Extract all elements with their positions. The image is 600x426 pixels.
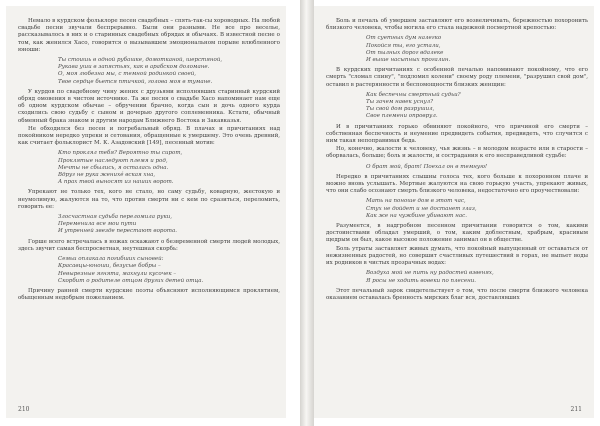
paragraph: У курдов по свадебному чину жених с друзьями исполнявших старинный курдский обряд омовения в чистом источнике. Та же песня о свадьбе Хасо напоминает нам еще об одном курдском обычае – обручении брачно, когда сын и дочь одного курда сходились свою судьбу с сыном и дочерью другого соплеменника. Кстати, обычный обменный брака знаком и другим народам Ближнего Востока и Закавказья. — [18, 88, 280, 124]
verse-line: А прах твой выносят из наших ворот. — [58, 179, 174, 186]
paragraph: В курдских причитаниях с особенной печалью напоминают покойному, что его смерть "сломал спину", "подломил колени" своему роду племени, "разрушил свой дом", оставил в растерянности и беспомощности близких женщин: — [326, 67, 588, 88]
verse-quote — [58, 150, 280, 186]
verse-line: Мать на поноше дом в этот час, — [366, 198, 466, 205]
paragraph: Боль и печаль об умершем заставляют его возвеличивать, бережностью похоронить близкого человека, чтобы могила его стала надежной посмертной крепостью: — [326, 18, 588, 32]
book-gutter — [300, 0, 314, 426]
verse-line: Кто проклял тебя? Вероятно ты сирот, — [58, 150, 183, 157]
paragraph: Горше всего встречалась в ножах оскажают о безвременной смерти людей молодых, здесь звучит самая беспросветная, неутешная скорбь: — [18, 238, 280, 252]
verse-line: Невырезные ягнята, махнули кусочек – — [58, 270, 177, 277]
verse-line: Вдруг не рука женихе́ вская хна, — [58, 172, 156, 179]
verse-line: Свое племени опроврул. — [366, 113, 438, 120]
verse-line: Мечты не сбылись, я осталась одна. — [58, 164, 169, 171]
verse-quote — [366, 270, 588, 284]
verse-line: От суетных дум налегко — [366, 35, 442, 42]
verse-line: Как же на чужбине убивают нас. — [366, 212, 467, 219]
verse-line: Как беспечны смертный судьи? — [366, 91, 461, 98]
verse-quote — [58, 256, 280, 285]
paragraph: Нередко в причитаниях слышны голоса тех, кого больше к похоронном плаче и можно вновь услышать. Мертвые жалуются на свою горькую участь, упрекают живых, что они слабо осознают смерть близкого человека, недостаточно его проучествовали: — [326, 173, 588, 195]
paragraph: Причину ранней смерти курдские поэты объясняют исполняющимся проклятием, обыщенным недобрым пожеланием. — [18, 287, 280, 302]
verse-line: Красавцы-юноши, безусые бобры – — [58, 263, 161, 270]
verse-line: Стух не дойдет и не достанет глаз, — [366, 205, 477, 212]
verse-line: О брат мой, брат! Поехал он в темную! — [366, 163, 488, 170]
verse-line: Твое сердце бьется птичкой, голова моя в тумане. — [58, 78, 213, 85]
paragraph: Разумеется, в надгробном песенном причитании говорится о том, какими достоинствами обладал умерший, о том, каким доблестным, храбрым, красивым щедрым он был, какое высокое положение занимал он в обществе. — [326, 223, 588, 244]
verse-line: Я росы не ходить вовеки по плесени. — [366, 277, 477, 284]
verse-line: Скорбит о родителе отцом других детей отца. — [58, 277, 204, 284]
verse-line: Переменила все мои пути — [58, 221, 137, 228]
right-page-text — [326, 18, 588, 303]
right-page-number: 211 — [570, 406, 582, 413]
verse-line: Проклятые наследуют племя и род, — [58, 157, 168, 164]
verse-quote — [366, 35, 588, 64]
verse-line: О, моя любезна мы, с темной родинкой своей, — [58, 71, 196, 78]
verse-line: Ты свой дом разрушил, — [366, 106, 435, 113]
verse-line: И утренней звезде перестают ворота. — [58, 228, 178, 235]
left-page — [6, 6, 286, 418]
verse-line: Семьи оплакала погибших сыновей: — [58, 256, 164, 263]
verse-line: И выше насыпных прогалин. — [366, 57, 451, 64]
left-page-text — [18, 18, 280, 303]
paragraph: Не обходился без песен и погребальный обряд. В плачах и причитаниях над покойником нередко упреки и сетования, обращенные к умершему. Это очень древний, как считает фольклорист М. К. Азадовский [149], песенный мотив: — [18, 125, 280, 147]
verse-line: Ты зачем навек уснул? — [366, 99, 434, 106]
paragraph: Немало в курдском фольклоре песен свадебных – спять-так-сы хороводных. На любой свадьбе песни звучали беспрерывно. Были они разными. Не все про веселье, рассказывалось в них и о старинных свадебных обрядах и обычаях. В известной песне о том, как женился Хасо, говорится о вызывавшем эмоциональном порыве влюбленного юноши: — [18, 18, 280, 53]
verse-quote — [366, 164, 588, 171]
verse-line: Покойся ты, его устали, — [366, 42, 441, 49]
paragraph: Этот печальный зарок свидетельствует о том, что после смерти близкого человека оказанием оставалась бренность мирских благ вся, доставлявших — [326, 287, 588, 301]
paragraph: Упрекают не только тех, кого не стало, но саму судьбу, коварную, жестокую и неумолимую, жалуются на то, что против смерти ни с кем по сразиться, переломить, говорить ее: — [18, 189, 280, 210]
verse-line: Злосчастная судьба переломила руки, — [58, 214, 173, 221]
verse-quote — [366, 198, 588, 220]
paragraph: Но, конечно, жалости к человеку, чья жизнь – в молодом возрасте или в старости – оборвалась, больше; боль и жалости, и сострадания к его несправедливой судьбе: — [326, 146, 588, 160]
verse-quote — [366, 92, 588, 121]
paragraph: Боль утраты заставляет живых думать, что покойный выпущенный от оставаться от нежизненных радостей, но совершит счастливых путешествий в горах, не выпьет воды их родников в чистых прозрачных водах: — [326, 245, 588, 267]
verse-quote — [58, 214, 280, 236]
verse-line: Воздуха мой не пить ну радостей взвенях, — [366, 270, 494, 277]
paragraph: И в причитаниях горько обвиняют покойного, что причиной его смерти – собственная беспечность и неумение предвидеть события, предвидеть, что случится с ним такая непоправимая беда. — [326, 123, 588, 145]
verse-line: От пылных дорог вдалеке — [366, 49, 444, 56]
verse-line: Рукава уши в запястьях, как в арабском доломане. — [58, 64, 210, 71]
right-page — [314, 6, 594, 418]
verse-line: Ты стоишь в одной рубашке, домотканой, шерстяной, — [58, 57, 223, 64]
verse-quote — [58, 57, 280, 86]
left-page-number: 210 — [18, 406, 30, 413]
